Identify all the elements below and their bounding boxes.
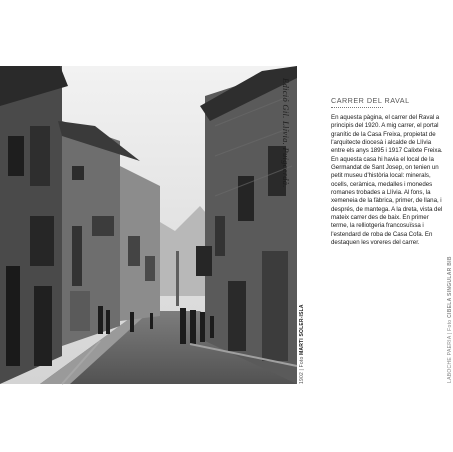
side-credit-name: CIBELA SINGULAR BIB bbox=[447, 256, 453, 318]
historic-street-image bbox=[0, 66, 297, 384]
photo-caption bbox=[331, 96, 443, 248]
photo-credit bbox=[299, 304, 305, 384]
caption-body: En aquesta pàgina, el carrer del Raval a principis del 1920. A mig carrer, el portal granític de la Casa Freixa, propietat de l'arquitecte diocesà i alcalde de Llívia entre els anys 1895 i 1917 Calixte Freixa. En aquesta casa hi havia el local de la Germandat de Sant Josep, on tenien un petit museu d'història local: minerals, ocells, ceràmica, medalles i monedes romanes trobades a Llívia. Al fons, la xemeneia de la fàbrica, primer, de llana, i després, de mantega. A la dreta, vista del mateix carrer des de baix. En primer terme, la relliotgeria francosuïssa i l'estendard de roba de Casa Cofa. En destaquen les voreres del carrer. bbox=[331, 114, 443, 247]
photo-credit-name: MARTI SOLER-ISLA bbox=[299, 304, 305, 355]
photo-edge-inscription: Edició Gil. Llívia. Puigcerdà. bbox=[281, 78, 291, 188]
side-credit bbox=[447, 256, 453, 383]
photo-credit-year: 1902 bbox=[299, 372, 305, 384]
side-credit-label: LABOCHE PAERIA bbox=[447, 335, 453, 383]
side-credit-prefix: Foto bbox=[447, 319, 453, 331]
street-photograph bbox=[0, 66, 297, 384]
photo-credit-divider: | bbox=[299, 367, 305, 371]
caption-dotted-rule bbox=[331, 107, 383, 108]
photo-credit-label: Foto bbox=[299, 356, 305, 368]
caption-title: CARRER DEL RAVAL bbox=[331, 96, 410, 105]
side-credit-divider: | bbox=[447, 330, 453, 335]
